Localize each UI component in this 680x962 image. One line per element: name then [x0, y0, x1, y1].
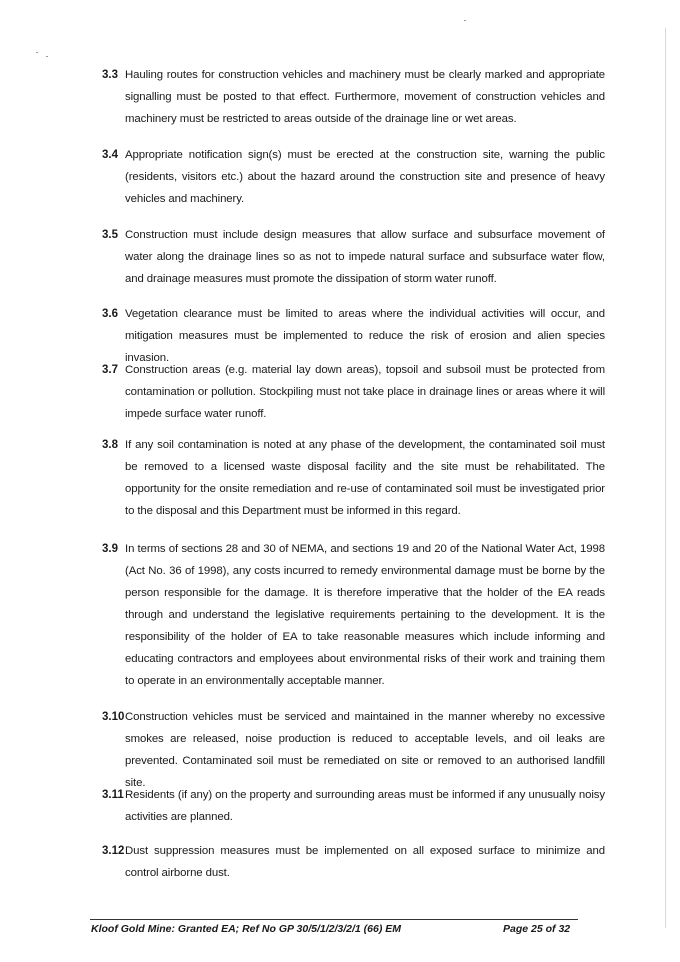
footer-document-ref: Kloof Gold Mine: Granted EA; Ref No GP 30/5/1/2/3/2/1 (66) EM	[91, 923, 402, 935]
clause-number: 3.9	[102, 543, 118, 555]
clause-text: Construction vehicles must be serviced and maintained in the manner whereby no excessive smokes are released, noise production is reduced to acceptable levels, and oil leaks are prevented. Contaminated soil must be remediated on site or removed to an authorised landfill site.	[125, 711, 605, 789]
clause-text: If any soil contamination is noted at any phase of the development, the contaminated soil must be removed to a licensed waste disposal facility and the site must be rehabilitated. The opportunity for the onsite remediation and re-use of contaminated soil must be investigated prior to the disposal and this Department must be informed in this regard.	[125, 439, 605, 517]
footer-rule	[90, 919, 578, 920]
clause-3-8	[102, 434, 605, 522]
clause-number: 3.3	[102, 69, 118, 81]
clause-3-3	[102, 64, 605, 130]
scan-edge-line	[665, 28, 666, 928]
clause-number: 3.11	[102, 789, 124, 801]
clause-text: Hauling routes for construction vehicles and machinery must be clearly marked and appropriate signalling must be posted to that effect. Furthermore, movement of construction vehicles and machinery must be restricted to areas outside of the drainage line or wet areas.	[125, 69, 605, 125]
clause-text: Residents (if any) on the property and surrounding areas must be informed if any unusually noisy activities are planned.	[125, 789, 605, 823]
clause-number: 3.5	[102, 229, 118, 241]
scan-speck	[36, 52, 38, 53]
clause-3-11	[102, 784, 605, 828]
clause-number: 3.7	[102, 364, 118, 376]
clause-text: Vegetation clearance must be limited to areas where the individual activities will occur, and mitigation measures must be implemented to reduce the risk of erosion and alien species invasion.	[125, 308, 605, 364]
clause-3-7	[102, 359, 605, 425]
clause-number: 3.10	[102, 711, 125, 723]
footer-page-number: Page 25 of 32	[503, 923, 571, 935]
clause-number: 3.12	[102, 845, 125, 857]
clause-number: 3.4	[102, 149, 118, 161]
clause-number: 3.8	[102, 439, 118, 451]
scan-speck	[464, 20, 466, 21]
clause-3-12	[102, 840, 605, 884]
clause-3-5	[102, 224, 605, 290]
clause-3-4	[102, 144, 605, 210]
clause-text: Dust suppression measures must be implemented on all exposed surface to minimize and control airborne dust.	[125, 845, 605, 879]
clause-text: In terms of sections 28 and 30 of NEMA, and sections 19 and 20 of the National Water Act, 1998 (Act No. 36 of 1998), any costs incurred to remedy environmental damage must be borne by the person responsible for the damage. It is therefore imperative that the holder of the EA reads through and understand the legislative requirements pertaining to the development. It is the responsibility of the holder of EA to take reasonable measures which include informing and educating contractors and employees about environmental risks of their work and training them to operate in an environmentally acceptable manner.	[125, 543, 605, 687]
clause-3-10	[102, 706, 605, 794]
clause-text: Construction must include design measures that allow surface and subsurface movement of water along the drainage lines so as not to impede natural surface and subsurface water flow, and drainage measures must promote the dissipation of storm water runoff.	[125, 229, 605, 285]
clause-3-9	[102, 538, 605, 692]
clause-text: Construction areas (e.g. material lay down areas), topsoil and subsoil must be protected from contamination or pollution. Stockpiling must not take place in drainage lines or areas where it will impede surface water runoff.	[125, 364, 605, 420]
clause-number: 3.6	[102, 308, 118, 320]
scan-speck	[46, 56, 48, 57]
clause-text: Appropriate notification sign(s) must be erected at the construction site, warning the public (residents, visitors etc.) about the hazard around the construction site and presence of heavy vehicles and machinery.	[125, 149, 605, 205]
